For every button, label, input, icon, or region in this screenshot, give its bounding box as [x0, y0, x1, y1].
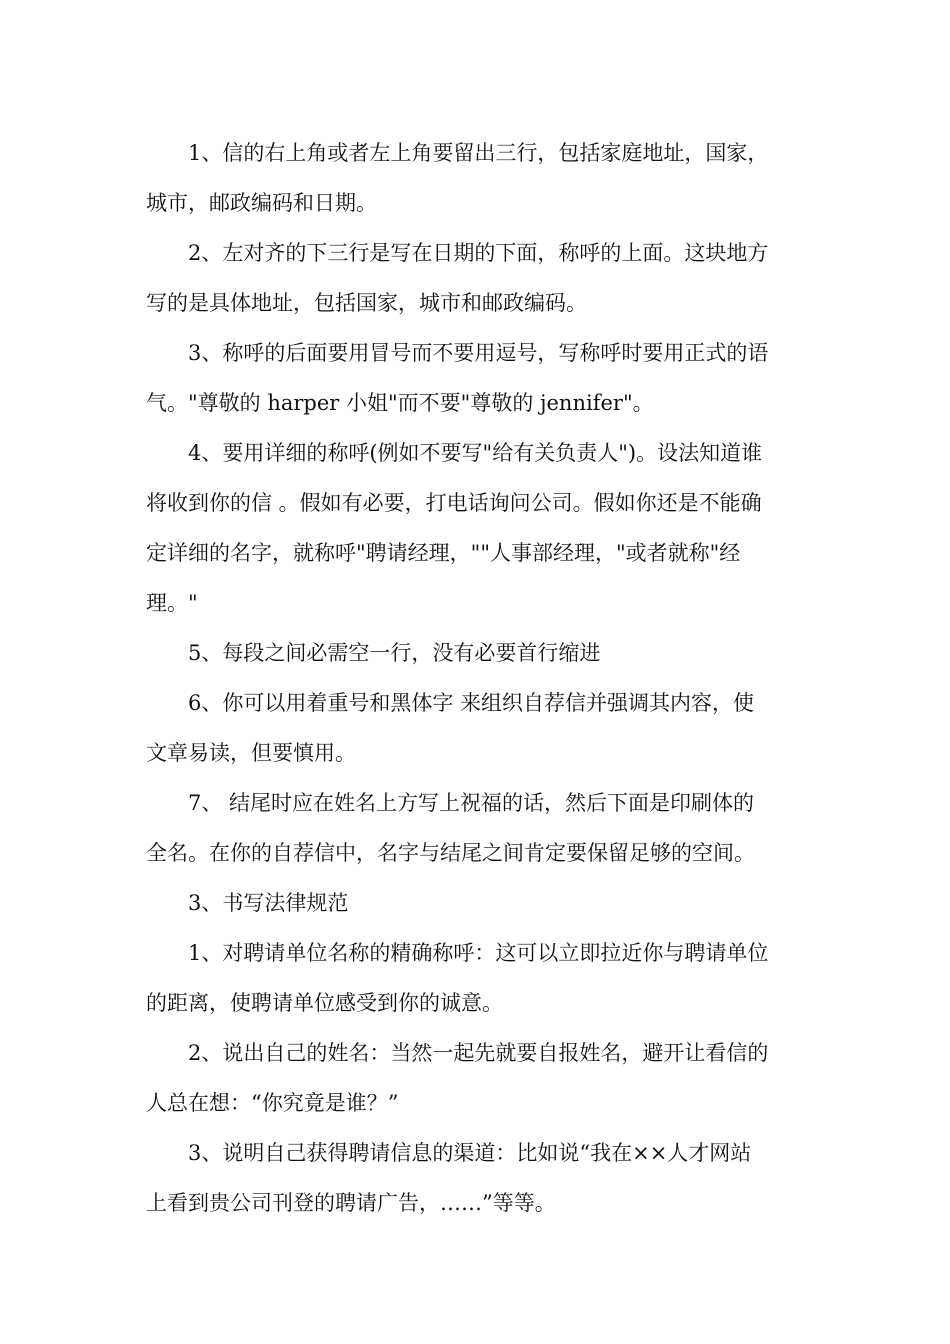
heading-line: 3、书写法律规范 — [188, 891, 349, 915]
paragraph-4 — [146, 428, 806, 628]
paragraph-9 — [146, 1028, 806, 1128]
paragraph-line: 1、对聘请单位名称的精确称呼：这可以立即拉近你与聘请单位 — [188, 941, 769, 965]
paragraph-line: 人总在想：“你究竟是谁？” — [146, 1091, 399, 1115]
paragraph-line: 城市，邮政编码和日期。 — [146, 191, 377, 215]
paragraph-line: 2、说出自己的姓名：当然一起先就要自报姓名，避开让看信的 — [188, 1041, 769, 1065]
paragraph-line: 气。"尊敬的 harper 小姐"而不要"尊敬的 jennifer"。 — [146, 391, 654, 415]
paragraph-line: 7、 结尾时应在姓名上方写上祝福的话，然后下面是印刷体的 — [188, 791, 755, 815]
document-body — [146, 128, 806, 1228]
paragraph-5 — [146, 628, 806, 678]
paragraph-line: 3、称呼的后面要用冒号而不要用逗号，写称呼时要用正式的语 — [188, 341, 769, 365]
paragraph-3 — [146, 328, 806, 428]
paragraph-line: 定详细的名字，就称呼"聘请经理，""人事部经理，"或者就称"经 — [146, 541, 741, 565]
paragraph-line: 全名。在你的自荐信中，名字与结尾之间肯定要保留足够的空间。 — [146, 841, 755, 865]
paragraph-10 — [146, 1128, 806, 1228]
paragraph-line: 1、信的右上角或者左上角要留出三行，包括家庭地址，国家， — [188, 141, 769, 165]
section-heading — [146, 878, 806, 928]
paragraph-line: 3、说明自己获得聘请信息的渠道：比如说“我在××人才网站 — [188, 1141, 752, 1165]
paragraph-8 — [146, 928, 806, 1028]
paragraph-line: 写的是具体地址，包括国家，城市和邮政编码。 — [146, 291, 587, 315]
paragraph-1 — [146, 128, 806, 228]
paragraph-6 — [146, 678, 806, 778]
paragraph-line: 6、你可以用着重号和黑体字 来组织自荐信并强调其内容，使 — [188, 691, 755, 715]
paragraph-line: 5、每段之间必需空一行，没有必要首行缩进 — [188, 641, 601, 665]
paragraph-line: 的距离，使聘请单位感受到你的诚意。 — [146, 991, 503, 1015]
paragraph-line: 理。" — [146, 591, 198, 615]
paragraph-line: 2、左对齐的下三行是写在日期的下面，称呼的上面。这块地方 — [188, 241, 769, 265]
paragraph-line: 将收到你的信 。假如有必要，打电话询问公司。假如你还是不能确 — [146, 491, 762, 515]
paragraph-7 — [146, 778, 806, 878]
paragraph-line: 文章易读，但要慎用。 — [146, 741, 356, 765]
paragraph-2 — [146, 228, 806, 328]
paragraph-line: 4、要用详细的称呼(例如不要写"给有关负责人")。设法知道谁 — [188, 441, 763, 465]
paragraph-line: 上看到贵公司刊登的聘请广告，……”等等。 — [146, 1191, 556, 1215]
